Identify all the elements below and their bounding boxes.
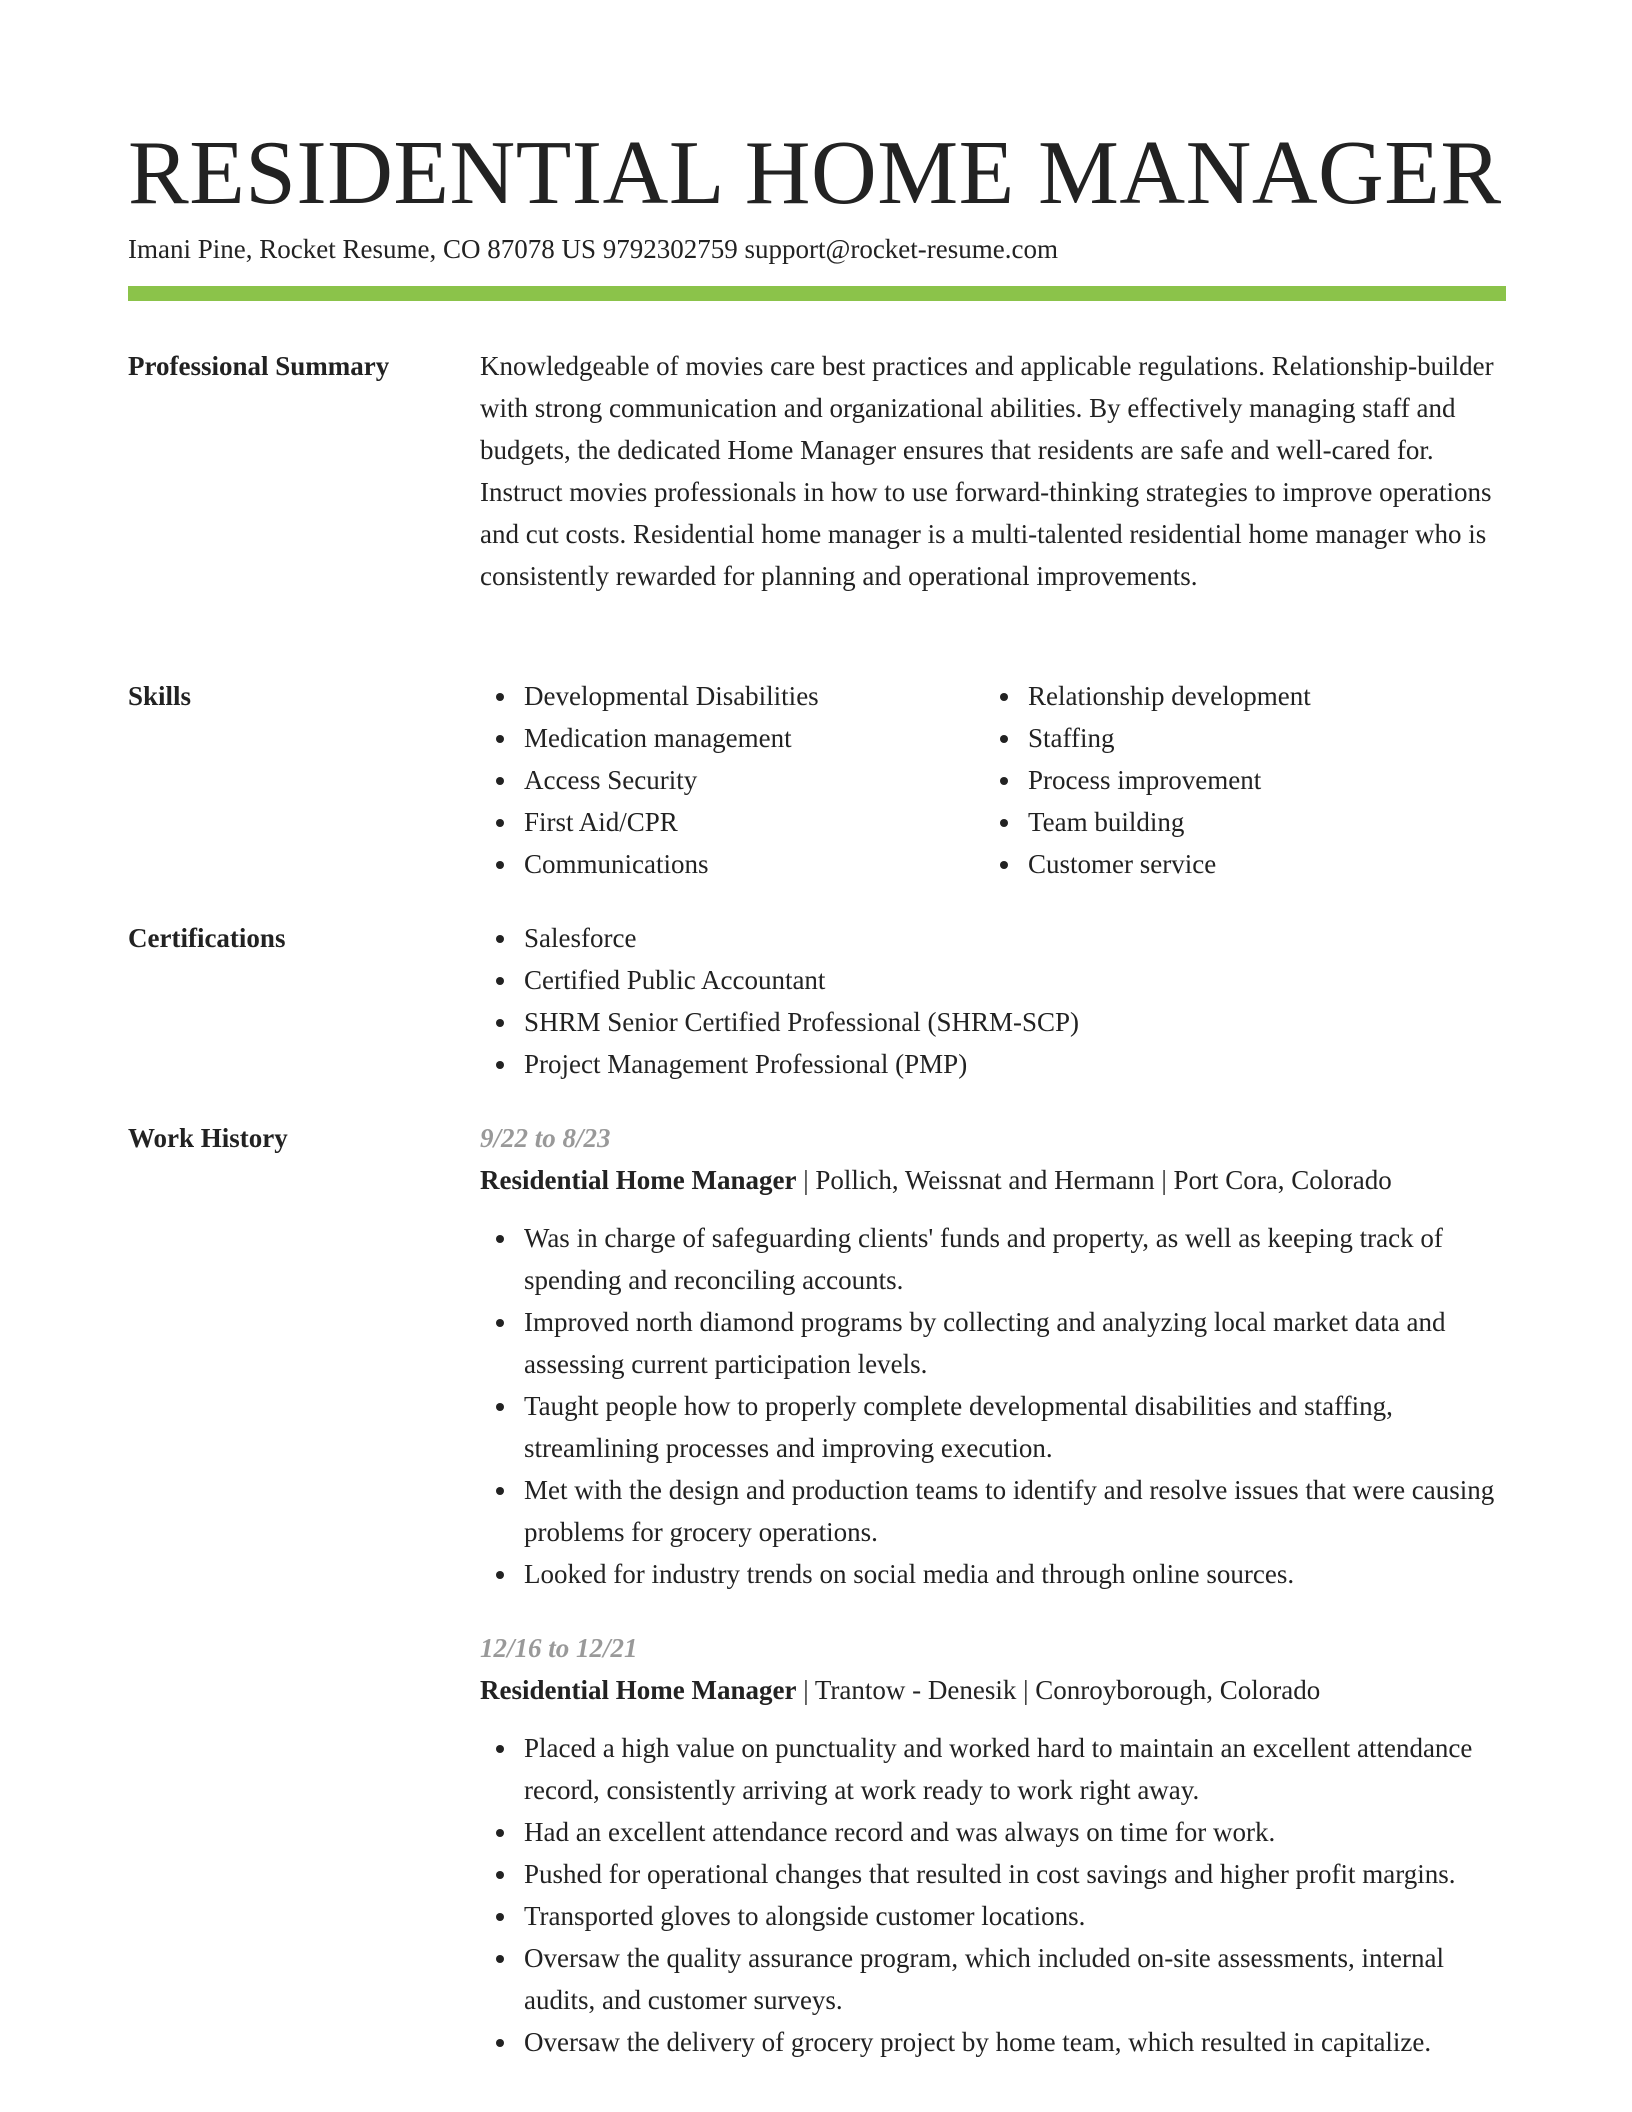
- skills-list-right: [984, 675, 1488, 885]
- skill-item: Team building: [984, 801, 1488, 843]
- job-bullet: Transported gloves to alongside customer locations.: [480, 1895, 1506, 1937]
- certifications-body: [480, 917, 1506, 1085]
- skill-item: Relationship development: [984, 675, 1488, 717]
- job-bullets: [480, 1727, 1506, 2063]
- summary-text: Knowledgeable of movies care best practices and applicable regulations. Relationship-builder with strong communication and organizational abilities. By effectively managing staff and budgets, the dedicated Home Manager ensures that residents are safe and well-cared for. Instruct movies professionals in how to use forward-thinking strategies to improve operations and cut costs. Residential home manager is a multi-talented residential home manager who is consistently rewarded for planning and operational improvements.: [480, 351, 1494, 591]
- job-bullet: Met with the design and production teams to identify and resolve issues that were causing problems for grocery operations.: [480, 1469, 1506, 1553]
- job-bullet: Oversaw the delivery of grocery project by home team, which resulted in capitalize.: [480, 2021, 1506, 2063]
- skill-item: Access Security: [480, 759, 984, 801]
- certifications-list: [480, 917, 1506, 1085]
- skill-item: Process improvement: [984, 759, 1488, 801]
- summary-heading: Professional Summary: [128, 351, 390, 381]
- job-title: Residential Home Manager: [480, 1165, 797, 1195]
- job-entry: [480, 1627, 1506, 2063]
- skills-list-left: [480, 675, 984, 885]
- header-divider: [128, 286, 1506, 301]
- job-bullet: Was in charge of safeguarding clients' funds and property, as well as keeping track of spending and reconciling accounts.: [480, 1217, 1506, 1301]
- job-bullet: Placed a high value on punctuality and worked hard to maintain an excellent attendance record, consistently arriving at work ready to work right away.: [480, 1727, 1506, 1811]
- job-title-line: [480, 1669, 1506, 1711]
- job-bullet: Pushed for operational changes that resulted in cost savings and higher profit margins.: [480, 1853, 1506, 1895]
- skill-item: Customer service: [984, 843, 1488, 885]
- job-bullet: Had an excellent attendance record and was always on time for work.: [480, 1811, 1506, 1853]
- summary-body: [480, 345, 1506, 597]
- skill-item: Communications: [480, 843, 984, 885]
- job-bullet: Taught people how to properly complete developmental disabilities and staffing, streamlining processes and improving execution.: [480, 1385, 1506, 1469]
- job-dates: 9/22 to 8/23: [480, 1123, 611, 1153]
- skills-heading: Skills: [128, 681, 192, 711]
- job-dates: 12/16 to 12/21: [480, 1633, 638, 1663]
- job-title: Residential Home Manager: [480, 1675, 797, 1705]
- job-details: | Trantow - Denesik | Conroyborough, Colorado: [796, 1675, 1321, 1705]
- skill-item: Staffing: [984, 717, 1488, 759]
- work-history-heading: Work History: [128, 1123, 288, 1153]
- job-bullets: [480, 1217, 1506, 1595]
- job-bullet: Looked for industry trends on social media and through online sources.: [480, 1553, 1506, 1595]
- job-bullet: Oversaw the quality assurance program, which included on-site assessments, internal audits, and customer surveys.: [480, 1937, 1506, 2021]
- certification-item: Certified Public Accountant: [480, 959, 1506, 1001]
- resume-title: RESIDENTIAL HOME MANAGER: [128, 122, 1502, 223]
- job-title-line: [480, 1159, 1506, 1201]
- job-bullet: Improved north diamond programs by collecting and analyzing local market data and assessing current participation levels.: [480, 1301, 1506, 1385]
- skill-item: First Aid/CPR: [480, 801, 984, 843]
- work-history-body: [480, 1117, 1506, 2063]
- contact-line: Imani Pine, Rocket Resume, CO 87078 US 9792302759 support@rocket-resume.com: [128, 234, 1058, 264]
- certification-item: Salesforce: [480, 917, 1506, 959]
- certification-item: SHRM Senior Certified Professional (SHRM-SCP): [480, 1001, 1506, 1043]
- job-details: | Pollich, Weissnat and Hermann | Port Cora, Colorado: [796, 1165, 1392, 1195]
- skill-item: Medication management: [480, 717, 984, 759]
- skill-item: Developmental Disabilities: [480, 675, 984, 717]
- certification-item: Project Management Professional (PMP): [480, 1043, 1506, 1085]
- certifications-heading: Certifications: [128, 923, 286, 953]
- skills-body: [480, 675, 1506, 885]
- job-entry: [480, 1117, 1506, 1595]
